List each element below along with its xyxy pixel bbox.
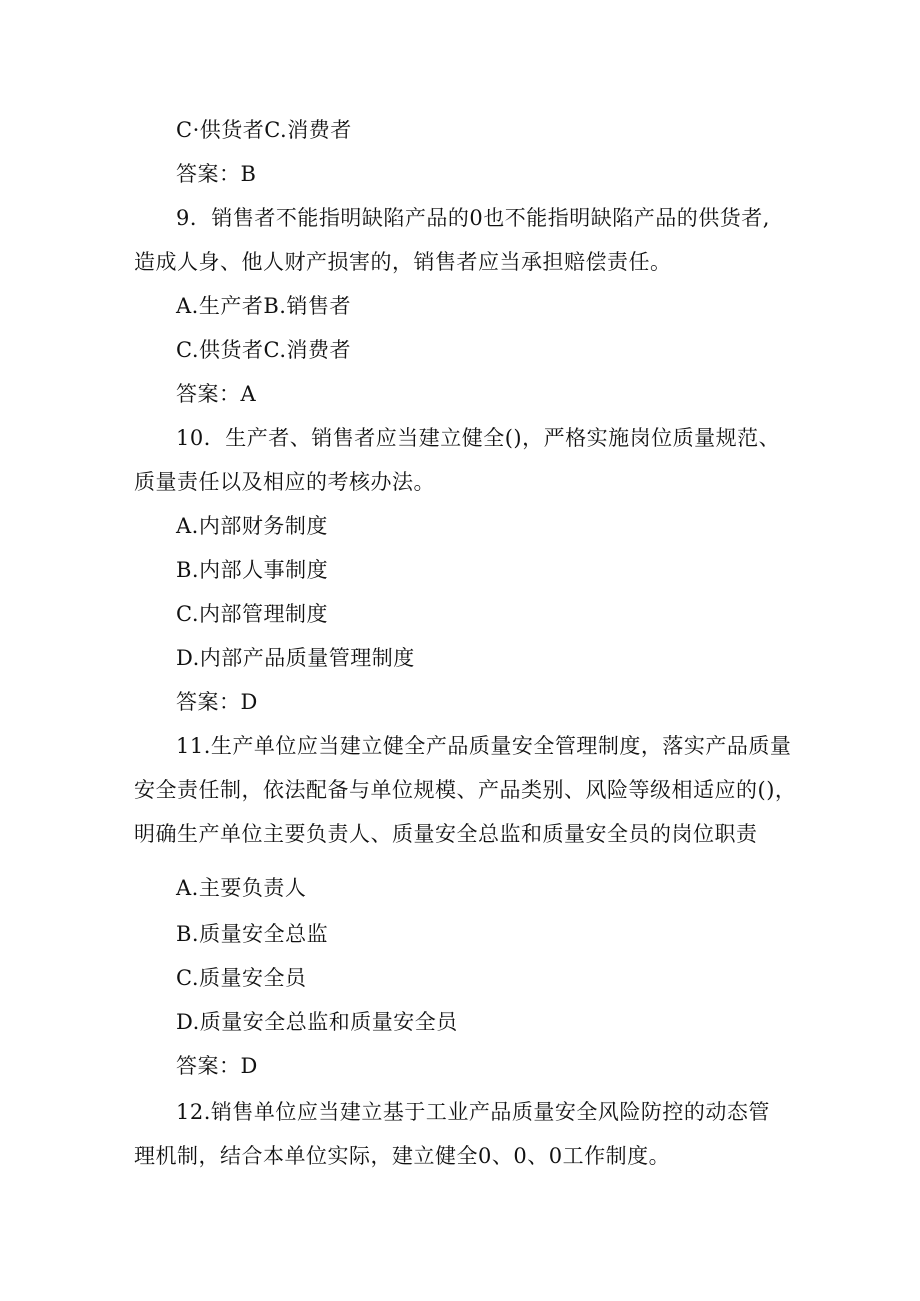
q8-options-line-2: C·供货者C.消费者: [176, 118, 352, 142]
q9-answer: 答案：A: [176, 382, 257, 406]
q11-question-line-3: 明确生产单位主要负责人、质量安全总监和质量安全员的岗位职责: [134, 822, 758, 846]
q10-option-b: B.内部人事制度: [176, 558, 329, 582]
q11-answer: 答案：D: [176, 1054, 258, 1078]
q10-question-line-2: 质量责任以及相应的考核办法。: [134, 470, 435, 494]
q12-question-line-2: 理机制，结合本单位实际，建立健全0、0、0工作制度。: [134, 1144, 671, 1168]
q11-option-b: B.质量安全总监: [176, 922, 329, 946]
q8-answer: 答案：B: [176, 162, 257, 186]
q10-question-line-1: 10．生产者、销售者应当建立健全()，严格实施岗位质量规范、: [176, 426, 781, 450]
q9-question-line-2: 造成人身、他人财产损害的，销售者应当承担赔偿责任。: [134, 250, 672, 274]
q11-option-a: A.主要负责人: [176, 876, 307, 900]
q11-option-d: D.质量安全总监和质量安全员: [176, 1010, 458, 1034]
q11-option-c: C.质量安全员: [176, 966, 307, 990]
q10-option-a: A.内部财务制度: [176, 514, 328, 538]
q10-answer: 答案：D: [176, 690, 258, 714]
q10-option-d: D.内部产品质量管理制度: [176, 646, 415, 670]
q11-question-line-2: 安全责任制，依法配备与单位规模、产品类别、风险等级相适应的()，: [134, 778, 797, 802]
q10-option-c: C.内部管理制度: [176, 602, 328, 626]
q9-options-line-2: C.供货者C.消费者: [176, 338, 351, 362]
q9-options-line-1: A.生产者B.销售者: [176, 294, 351, 318]
q12-question-line-1: 12.销售单位应当建立基于工业产品质量安全风险防控的动态管: [176, 1100, 770, 1124]
q11-question-line-1: 11.生产单位应当建立健全产品质量安全管理制度，落实产品质量: [176, 734, 792, 758]
q9-question-line-1: 9．销售者不能指明缺陷产品的0也不能指明缺陷产品的供货者,: [176, 206, 770, 230]
